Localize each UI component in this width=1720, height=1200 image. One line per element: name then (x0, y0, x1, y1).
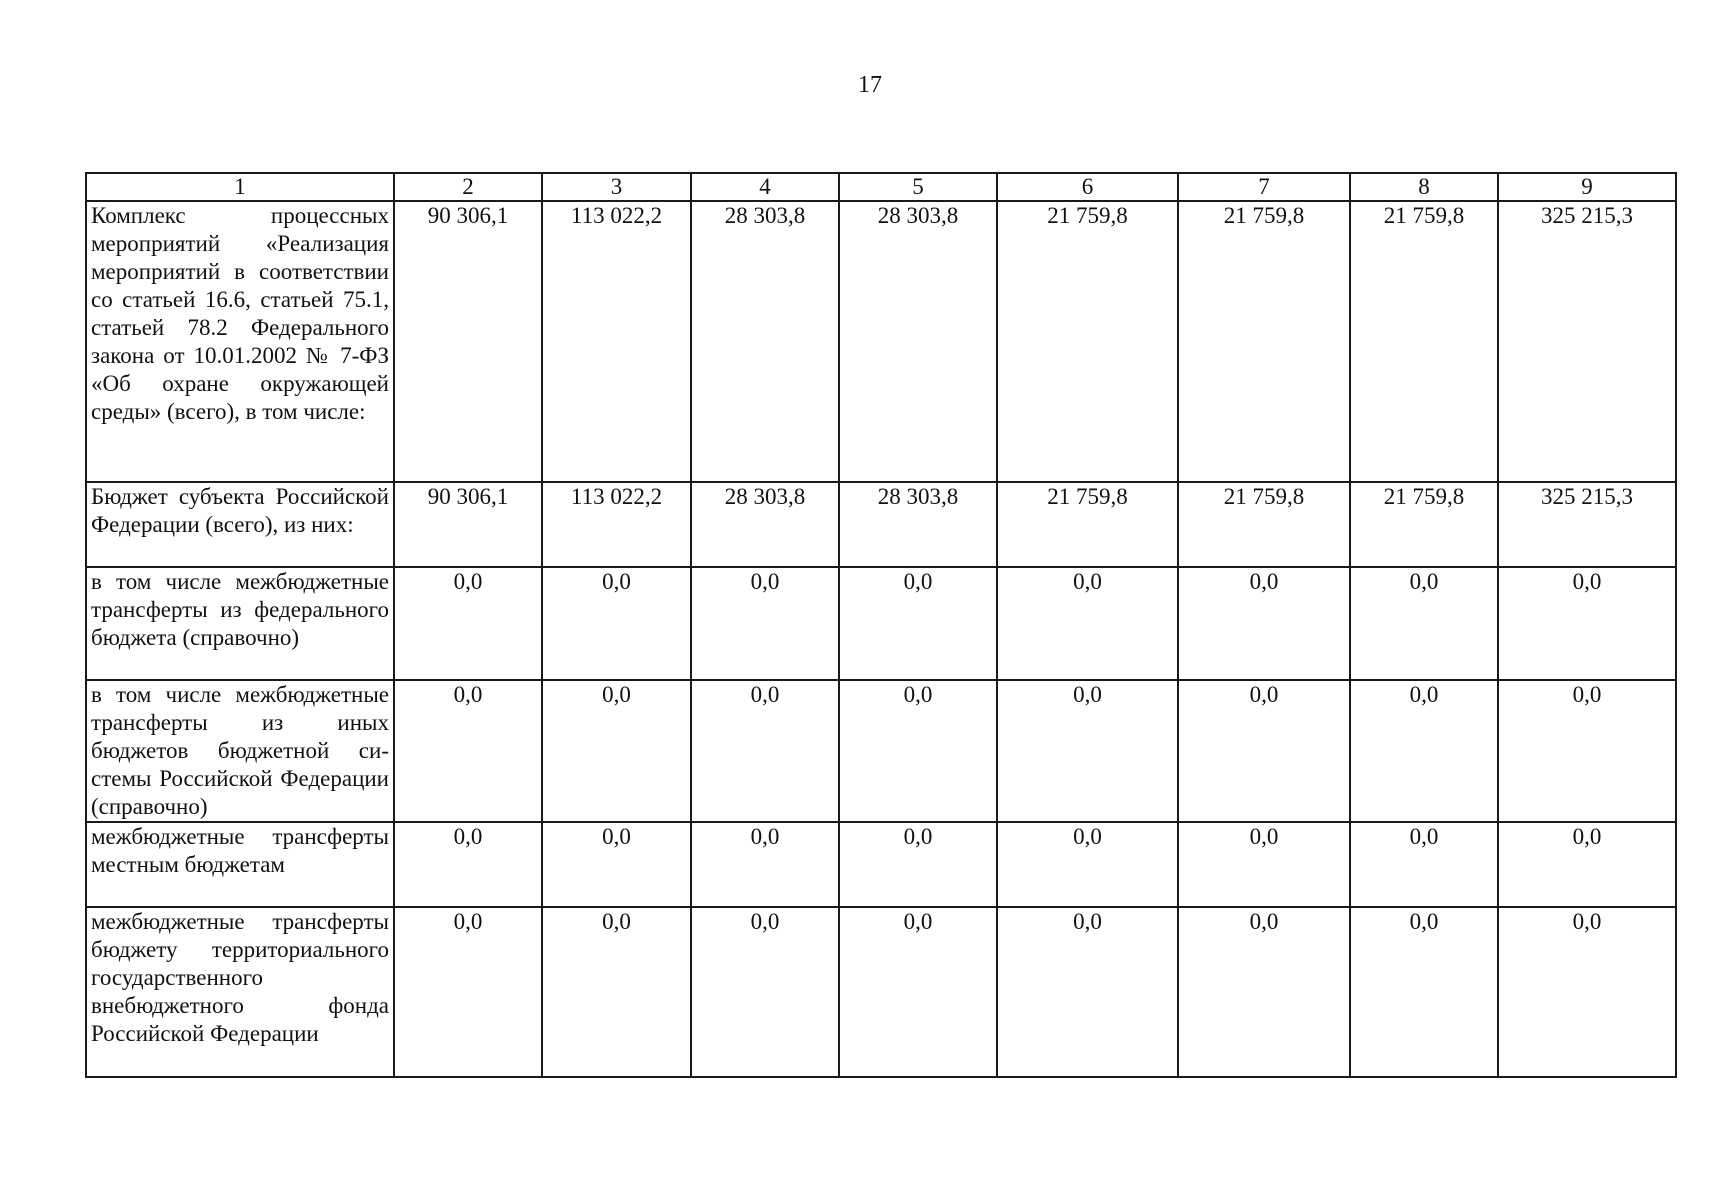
value-cell: 21 759,8 (1178, 201, 1350, 482)
value-cell: 0,0 (839, 680, 997, 822)
value-cell: 90 306,1 (394, 201, 542, 482)
value-cell: 0,0 (997, 567, 1178, 680)
value-cell: 0,0 (542, 822, 691, 907)
value-cell: 0,0 (839, 822, 997, 907)
value-cell: 325 215,3 (1498, 201, 1676, 482)
column-header: 1 (86, 173, 394, 201)
value-cell: 0,0 (1178, 680, 1350, 822)
value-cell: 0,0 (1178, 907, 1350, 1077)
column-header: 2 (394, 173, 542, 201)
table-row (86, 201, 1676, 482)
value-cell: 90 306,1 (394, 482, 542, 567)
page-number: 17 (858, 72, 882, 98)
value-cell: 28 303,8 (691, 482, 839, 567)
column-header: 4 (691, 173, 839, 201)
value-cell: 0,0 (1178, 822, 1350, 907)
value-cell: 0,0 (1350, 822, 1498, 907)
row-label: межбюджетные трансферты местным бюджетам (86, 822, 394, 907)
value-cell: 0,0 (1498, 680, 1676, 822)
value-cell: 0,0 (542, 567, 691, 680)
table-row (86, 680, 1676, 822)
value-cell: 0,0 (1350, 680, 1498, 822)
value-cell: 0,0 (691, 822, 839, 907)
value-cell: 28 303,8 (691, 201, 839, 482)
value-cell: 0,0 (1498, 822, 1676, 907)
value-cell: 21 759,8 (1178, 482, 1350, 567)
row-label: межбюджетные трансферты бюджету территориального государственного внебюджетного фонда Российской Федерации (86, 907, 394, 1077)
table-row (86, 482, 1676, 567)
row-label: Комплекс процессных мероприятий «Реализация мероприятий в соответствии со статьей 16.6, статьей 75.1, статьей 78.2 Федерального закона от 10.01.2002 № 7-ФЗ «Об охране окружающей среды» (всего), в том числе: (86, 201, 394, 482)
value-cell: 28 303,8 (839, 482, 997, 567)
value-cell: 0,0 (394, 822, 542, 907)
value-cell: 21 759,8 (1350, 482, 1498, 567)
value-cell: 0,0 (394, 907, 542, 1077)
value-cell: 113 022,2 (542, 482, 691, 567)
budget-table (85, 172, 1677, 1078)
table-row (86, 822, 1676, 907)
value-cell: 0,0 (691, 907, 839, 1077)
table-row (86, 567, 1676, 680)
value-cell: 0,0 (1498, 907, 1676, 1077)
value-cell: 0,0 (394, 567, 542, 680)
value-cell: 0,0 (1350, 567, 1498, 680)
column-header: 9 (1498, 173, 1676, 201)
table-row (86, 907, 1676, 1077)
value-cell: 28 303,8 (839, 201, 997, 482)
value-cell: 0,0 (691, 567, 839, 680)
column-header: 8 (1350, 173, 1498, 201)
value-cell: 21 759,8 (997, 482, 1178, 567)
value-cell: 0,0 (997, 907, 1178, 1077)
row-label: в том числе межбюджетные трансферты из федерального бюджета (справочно) (86, 567, 394, 680)
value-cell: 0,0 (542, 680, 691, 822)
value-cell: 325 215,3 (1498, 482, 1676, 567)
value-cell: 0,0 (691, 680, 839, 822)
value-cell: 0,0 (394, 680, 542, 822)
header-row (86, 173, 1676, 201)
row-label: в том числе межбюджетные трансферты из иных бюджетов бюджетной системы Российской Федерации (справочно) (86, 680, 394, 822)
value-cell: 21 759,8 (997, 201, 1178, 482)
column-header: 7 (1178, 173, 1350, 201)
value-cell: 0,0 (997, 680, 1178, 822)
column-header: 5 (839, 173, 997, 201)
value-cell: 113 022,2 (542, 201, 691, 482)
value-cell: 0,0 (1498, 567, 1676, 680)
row-label: Бюджет субъекта Российской Федерации (всего), из них: (86, 482, 394, 567)
column-header: 6 (997, 173, 1178, 201)
value-cell: 0,0 (839, 567, 997, 680)
value-cell: 21 759,8 (1350, 201, 1498, 482)
value-cell: 0,0 (1350, 907, 1498, 1077)
value-cell: 0,0 (1178, 567, 1350, 680)
value-cell: 0,0 (839, 907, 997, 1077)
value-cell: 0,0 (997, 822, 1178, 907)
value-cell: 0,0 (542, 907, 691, 1077)
column-header: 3 (542, 173, 691, 201)
